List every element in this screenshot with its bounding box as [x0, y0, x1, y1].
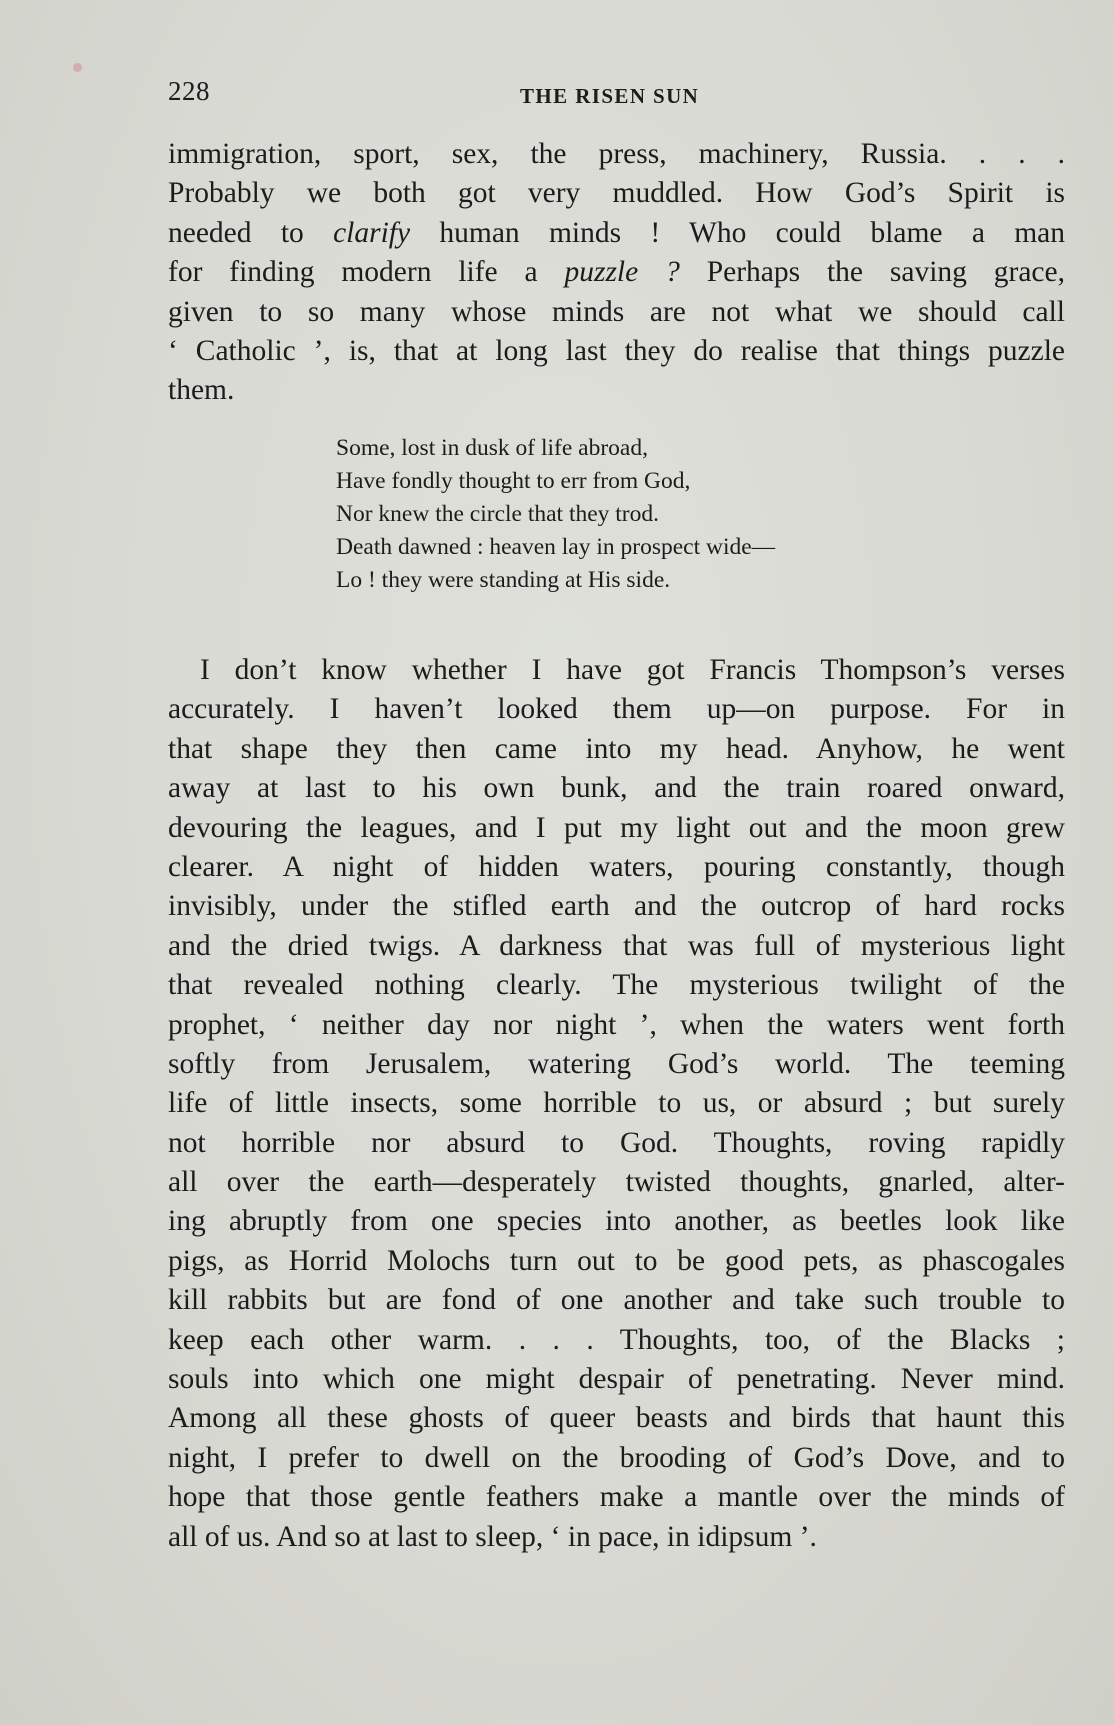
text-line: softly from Jerusalem, watering God’s world. The teeming	[168, 1047, 1065, 1080]
text-line: clearer. A night of hidden waters, pouring constantly, though	[168, 850, 1065, 883]
text-line: ing abruptly from one species into another, as beetles look like	[168, 1205, 1065, 1238]
text-line: Among all these ghosts of queer beasts and birds that haunt this	[168, 1402, 1065, 1435]
text-line: and the dried twigs. A darkness that was full of mysterious light	[168, 929, 1065, 962]
emphasis-clarify: clarify	[333, 216, 411, 249]
text-line: ‘ Catholic ’, is, that at long last they do realise that things puzzle	[168, 334, 1065, 367]
poem-verse: Death dawned : heaven lay in prospect wide—	[336, 534, 776, 560]
text-line: invisibly, under the stifled earth and the outcrop of hard rocks	[168, 890, 1065, 923]
text-line: devouring the leagues, and I put my light out and the moon grew	[168, 811, 1065, 844]
text-line: life of little insects, some horrible to us, or absurd ; but surely	[168, 1087, 1065, 1120]
text-line: accurately. I haven’t looked them up—on purpose. For in	[168, 693, 1065, 726]
text-line: prophet, ‘ neither day nor night ’, when the waters went forth	[168, 1008, 1065, 1041]
paragraph-2	[168, 651, 1065, 1557]
text-line: pigs, as Horrid Molochs turn out to be good pets, as phascogales	[168, 1244, 1065, 1277]
page-smudge	[73, 63, 82, 72]
text-line: that shape they then came into my head. Anyhow, he went	[168, 732, 1065, 765]
poem-verse: Nor knew the circle that they trod.	[336, 501, 660, 527]
text-line: immigration, sport, sex, the press, machinery, Russia. . . .	[168, 138, 1065, 170]
text-line: kill rabbits but are fond of one another and take such trouble to	[168, 1284, 1065, 1317]
text-line: needed to clarify human minds ! Who could blame a man	[168, 216, 1065, 249]
text-line: night, I prefer to dwell on the brooding of God’s Dove, and to	[168, 1441, 1065, 1474]
running-head: THE RISEN SUN	[520, 84, 700, 108]
poem-verse: Some, lost in dusk of life abroad,	[336, 435, 648, 461]
emphasis-puzzle: puzzle ?	[564, 256, 680, 289]
text-line: that revealed nothing clearly. The mysterious twilight of the	[168, 969, 1065, 1002]
text-line: all over the earth—desperately twisted thoughts, gnarled, alter-	[168, 1166, 1065, 1199]
poem-verse: Lo ! they were standing at His side.	[336, 567, 671, 593]
text-line: all of us. And so at last to sleep, ‘ in pace, in idipsum ’.	[168, 1520, 817, 1553]
page-number: 228	[168, 76, 210, 106]
text-line: I don’t know whether I have got Francis Thompson’s verses	[200, 654, 1065, 686]
text-line: souls into which one might despair of penetrating. Never mind.	[168, 1363, 1065, 1396]
text-line: for finding modern life a puzzle ? Perhaps the saving grace,	[168, 256, 1065, 289]
text-line: Probably we both got very muddled. How God’s Spirit is	[168, 177, 1065, 210]
paragraph-1	[168, 135, 1065, 411]
page-header	[168, 76, 1064, 116]
text-line: away at last to his own bunk, and the train roared onward,	[168, 772, 1065, 805]
poem-verse: Have fondly thought to err from God,	[336, 468, 691, 494]
text-line: them.	[168, 374, 235, 407]
text-line: keep each other warm. . . . Thoughts, too, of the Blacks ;	[168, 1323, 1065, 1356]
text-line: hope that those gentle feathers make a mantle over the minds of	[168, 1481, 1065, 1514]
text-line: not horrible nor absurd to God. Thoughts, roving rapidly	[168, 1126, 1065, 1159]
poem-quotation	[336, 432, 775, 597]
text-line: given to so many whose minds are not what we should call	[168, 295, 1065, 328]
